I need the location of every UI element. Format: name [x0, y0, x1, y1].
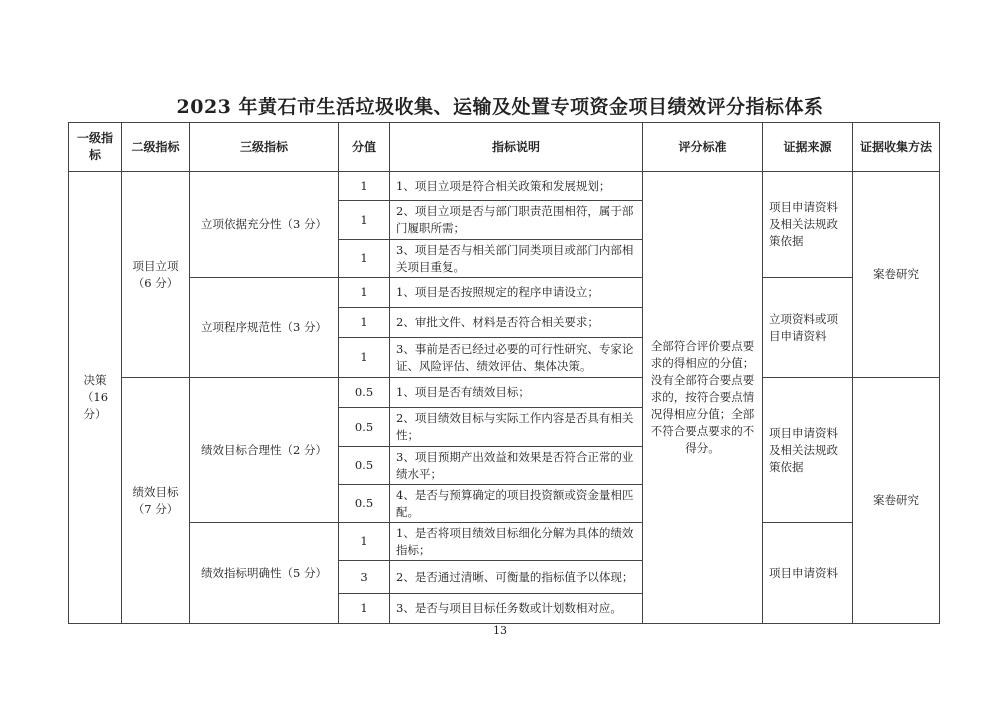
row-score: 1: [339, 308, 390, 338]
l3-clarity: 绩效指标明确性（5 分）: [190, 523, 339, 624]
row-score: 1: [339, 172, 390, 201]
l2-goals: 绩效目标（7 分）: [122, 378, 190, 624]
row-score: 0.5: [339, 378, 390, 408]
source-3: 项目申请资料及相关法规政策依据: [763, 378, 853, 523]
header-std: 评分标准: [643, 123, 763, 172]
header-desc: 指标说明: [390, 123, 643, 172]
row-score: 1: [339, 278, 390, 308]
table-row: [69, 523, 940, 561]
l3-basis: 立项依据充分性（3 分）: [190, 172, 339, 278]
header-row: [69, 123, 940, 172]
table-row: [69, 172, 940, 201]
row-desc: 1、项目立项是符合相关政策和发展规划；: [390, 172, 643, 201]
method-2: 案卷研究: [853, 378, 940, 624]
row-desc: 3、项目预期产出效益和效果是否符合正常的业绩水平；: [390, 447, 643, 485]
source-2: 立项资料或项目申请资料: [763, 278, 853, 378]
row-desc: 2、项目绩效目标与实际工作内容是否具有相关性；: [390, 408, 643, 447]
source-4: 项目申请资料: [763, 523, 853, 624]
row-desc: 2、审批文件、材料是否符合相关要求；: [390, 308, 643, 338]
row-desc: 3、是否与项目目标任务数或计划数相对应。: [390, 594, 643, 624]
row-desc: 1、项目是否按照规定的程序申请设立；: [390, 278, 643, 308]
l3-procedure: 立项程序规范性（3 分）: [190, 278, 339, 378]
row-desc: 1、项目是否有绩效目标；: [390, 378, 643, 408]
page-number: 13: [493, 624, 507, 637]
row-score: 1: [339, 338, 390, 378]
row-score: 1: [339, 594, 390, 624]
row-desc: 3、项目是否与相关部门同类项目或部门内部相关项目重复。: [390, 240, 643, 278]
row-score: 1: [339, 523, 390, 561]
l3-rationality: 绩效目标合理性（2 分）: [190, 378, 339, 523]
header-l1: 一级指标: [69, 123, 122, 172]
row-score: 0.5: [339, 447, 390, 485]
row-desc: 1、是否将项目绩效目标细化分解为具体的绩效指标；: [390, 523, 643, 561]
row-score: 0.5: [339, 485, 390, 523]
header-src: 证据来源: [763, 123, 853, 172]
row-score: 3: [339, 561, 390, 594]
header-l2: 二级指标: [122, 123, 190, 172]
header-method: 证据收集方法: [853, 123, 940, 172]
header-score: 分值: [339, 123, 390, 172]
l1-decision: 决策（16 分）: [69, 172, 122, 624]
header-l3: 三级指标: [190, 123, 339, 172]
row-desc: 2、是否通过清晰、可衡量的指标值予以体现；: [390, 561, 643, 594]
source-1: 项目申请资料及相关法规政策依据: [763, 172, 853, 278]
table-row: [69, 278, 940, 308]
table-row: [69, 378, 940, 408]
scoring-standard: 全部符合评价要点要求的得相应的分值；没有全部符合要点要求的，按符合要点情况得相应分值；全部不符合要点要求的不得分。: [643, 172, 763, 624]
row-score: 0.5: [339, 408, 390, 447]
row-desc: 3、事前是否已经过必要的可行性研究、专家论证、风险评估、绩效评估、集体决策。: [390, 338, 643, 378]
indicator-table: [68, 122, 940, 624]
method-1: 案卷研究: [853, 172, 940, 378]
page-title: 2023 年黄石市生活垃圾收集、运输及处置专项资金项目绩效评分指标体系: [176, 96, 824, 118]
row-score: 1: [339, 240, 390, 278]
l2-establish: 项目立项（6 分）: [122, 172, 190, 378]
row-score: 1: [339, 201, 390, 240]
row-desc: 4、是否与预算确定的项目投资额或资金量相匹配。: [390, 485, 643, 523]
row-desc: 2、项目立项是否与部门职责范围相符，属于部门履职所需；: [390, 201, 643, 240]
